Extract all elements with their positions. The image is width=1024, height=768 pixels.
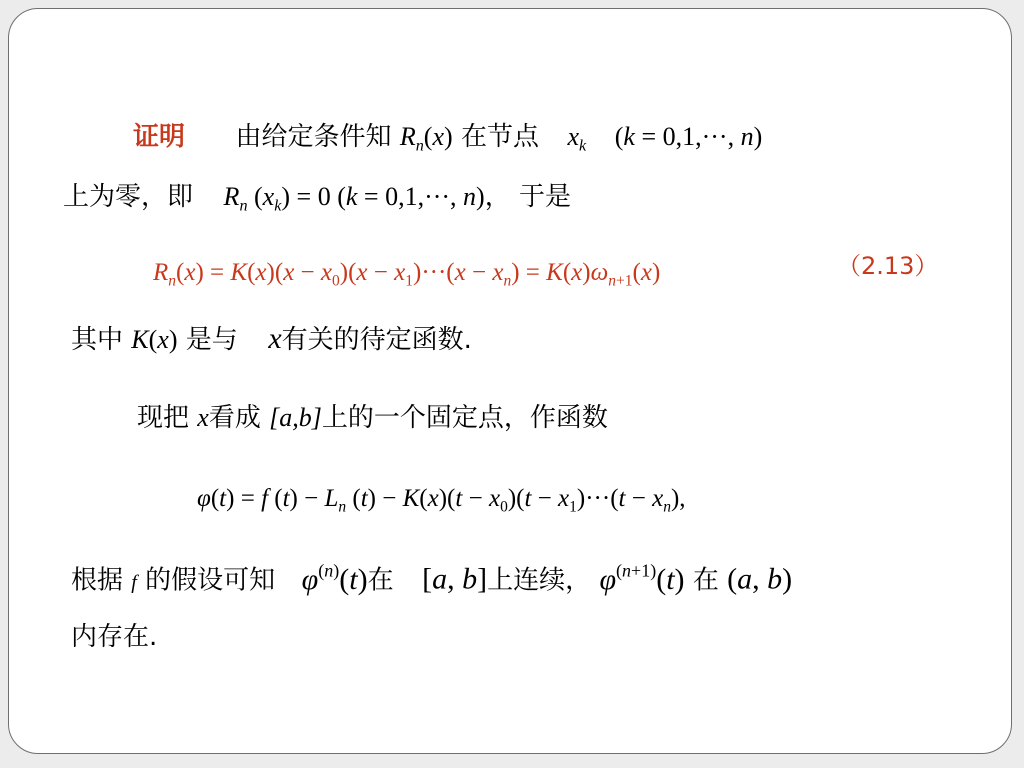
text: 根据	[71, 565, 124, 596]
text-line	[63, 184, 571, 215]
formula: $R_n(x)$	[399, 122, 453, 155]
equation-number: （2.13）	[837, 252, 939, 280]
text: 在	[367, 565, 394, 596]
text: 由给定条件知	[235, 122, 392, 152]
text: 其中	[71, 325, 124, 355]
formula: $\varphi^{(n)}(t)$	[301, 560, 368, 596]
formula: x	[197, 403, 209, 432]
text: 上的一个固定点，作函数	[321, 403, 608, 433]
formula: f	[131, 571, 137, 594]
proof-line	[133, 124, 762, 155]
text: 看成	[208, 403, 261, 433]
text: 在	[692, 565, 719, 596]
slide	[8, 8, 1012, 754]
text-line	[71, 561, 792, 595]
text: 现把	[137, 403, 190, 433]
text: 上连续，	[487, 565, 592, 596]
text: 的假设可知	[145, 565, 276, 596]
text: 于是	[518, 182, 571, 212]
equation-2-13: $R_n(x) = K(x)(x - x_0)(x - x_1)\cdot\cdot\cdot(x - x_n) = K(x)\omega_{n+1}(x)$	[153, 259, 661, 290]
proof-label: 证明	[133, 122, 186, 152]
text-line	[137, 405, 608, 431]
text: 上为零，即	[63, 182, 194, 212]
text: 在节点	[460, 122, 539, 152]
formula: x	[268, 322, 282, 355]
formula: [a,b]	[269, 403, 322, 432]
text: 是与	[185, 325, 238, 355]
formula: [a, b]	[422, 562, 488, 596]
text: 有关的待定函数.	[281, 325, 472, 355]
text-line: 内存在.	[71, 622, 158, 652]
formula: $x_k$	[567, 122, 587, 155]
formula: K(x)	[131, 325, 178, 354]
formula: (a, b)	[727, 562, 793, 596]
equation-phi: φ(t) = f $(t) - L_n$ $(t) - K(x)(t - x_0)(t - x_1)\cdot\cdot\cdot(t - x_n)$,	[197, 485, 686, 516]
formula: $\varphi^{(n+1)}(t)$	[599, 560, 685, 596]
text-line	[71, 324, 472, 354]
formula: (k = 0,1,···, n)	[614, 122, 763, 151]
formula: $R_n$ $(x_k) = 0$ (k = 0,1,···, n)，	[223, 182, 511, 215]
